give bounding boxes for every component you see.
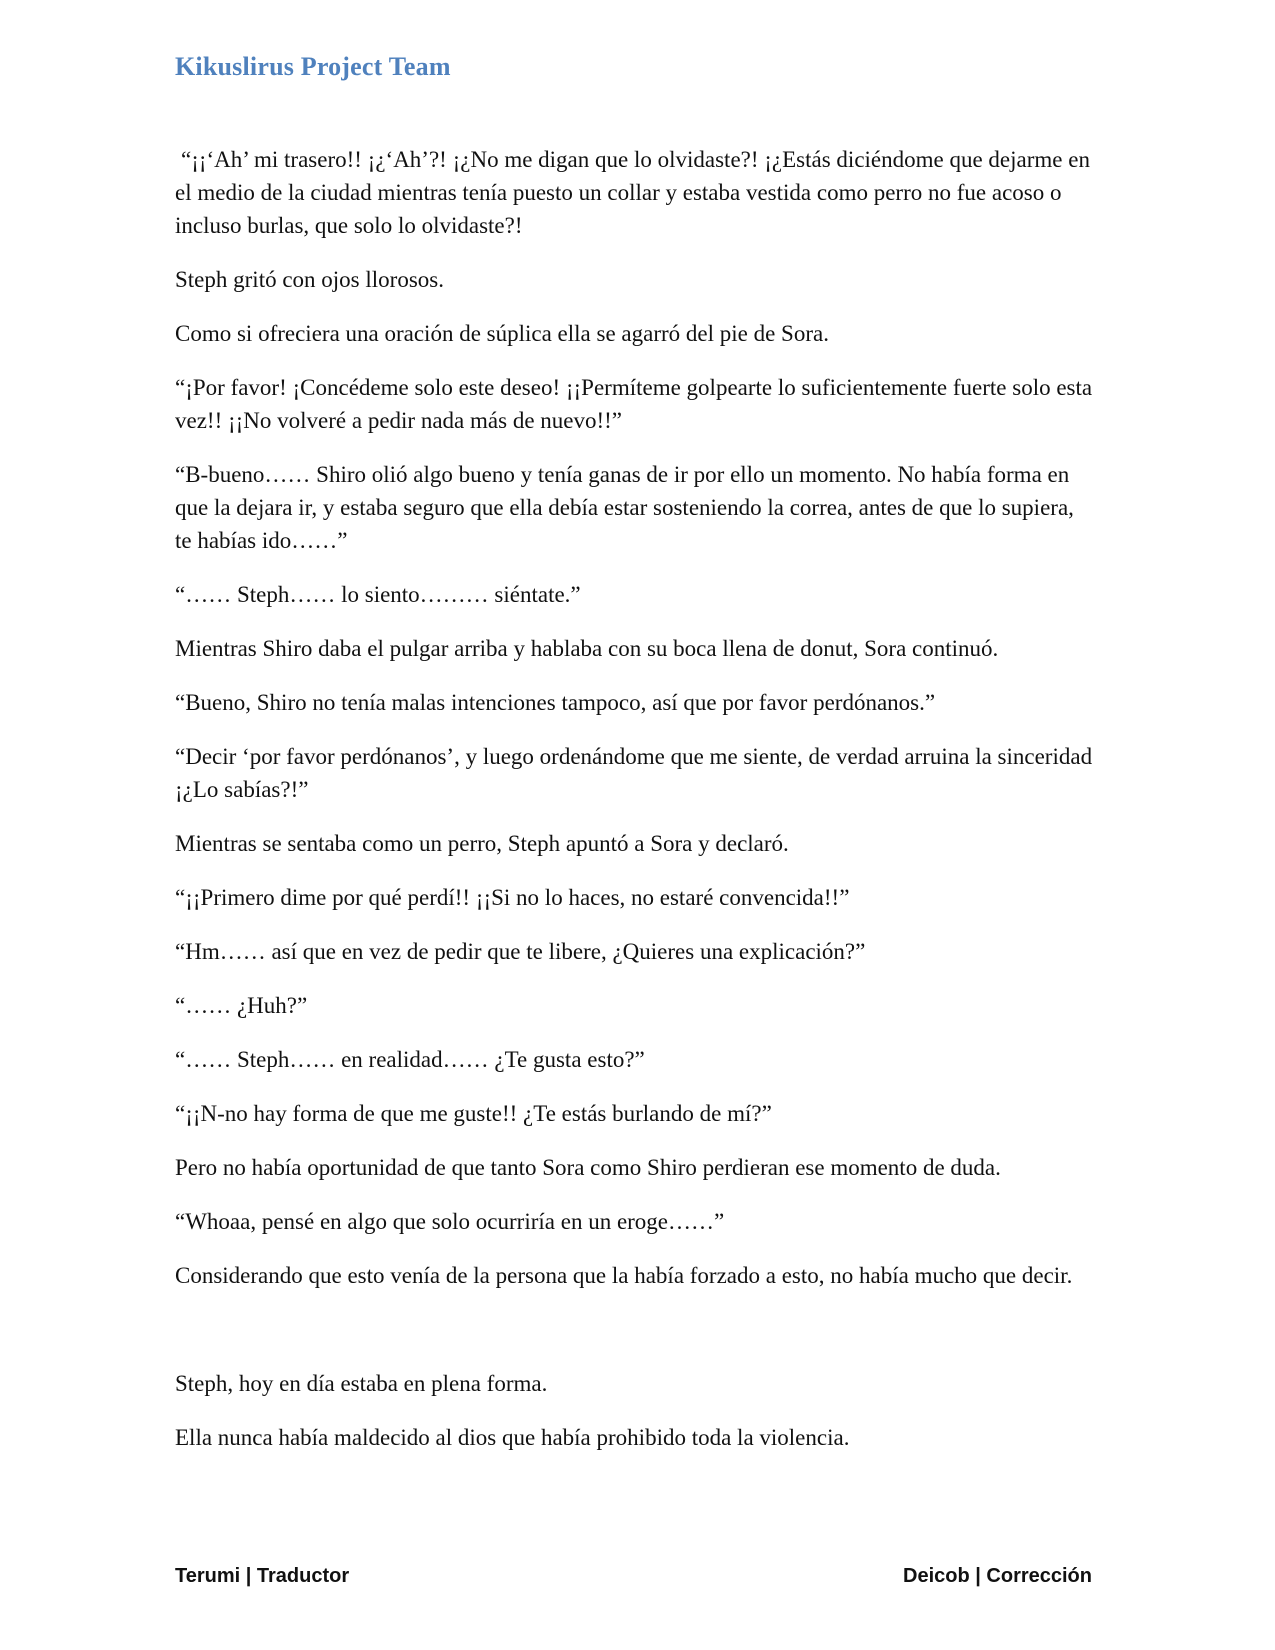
paragraph: “¡¡N-no hay forma de que me guste!! ¿Te estás burlando de mí?”: [175, 1101, 772, 1126]
paragraph: “¡¡Primero dime por qué perdí!! ¡¡Si no lo haces, no estaré convencida!!”: [175, 885, 850, 910]
paragraph: “…… Steph…… en realidad…… ¿Te gusta esto?”: [175, 1047, 645, 1072]
paragraph: “…… ¿Huh?”: [175, 993, 308, 1018]
paragraph: “¡Por favor! ¡Concédeme solo este deseo! ¡¡Permíteme golpearte lo suficientemente fuerte solo esta vez!! ¡¡No volveré a pedir nada más de nuevo!!”: [175, 375, 1093, 433]
paragraph: Steph gritó con ojos llorosos.: [175, 267, 444, 292]
paragraph: Mientras se sentaba como un perro, Steph apuntó a Sora y declaró.: [175, 831, 789, 856]
paragraph: “Whoaa, pensé en algo que solo ocurriría en un eroge……”: [175, 1209, 725, 1234]
paragraph: Mientras Shiro daba el pulgar arriba y hablaba con su boca llena de donut, Sora continuó.: [175, 636, 999, 661]
paragraph: Considerando que esto venía de la persona que la había forzado a esto, no había mucho que decir.: [175, 1263, 1073, 1288]
paragraph: “B-bueno…… Shiro olió algo bueno y tenía ganas de ir por ello un momento. No había forma en que la dejara ir, y estaba seguro que ella debía estar sosteniendo la correa, antes de que lo supiera, te habías ido……”: [175, 462, 1074, 553]
paragraph: Como si ofreciera una oración de súplica ella se agarró del pie de Sora.: [175, 321, 829, 346]
document-body: [175, 143, 1095, 1475]
paragraph: “Hm…… así que en vez de pedir que te libere, ¿Quieres una explicación?”: [175, 939, 866, 964]
footer-proofreader-credit: Deicob | Corrección: [903, 1565, 1092, 1587]
paragraph: “¡¡‘Ah’ mi trasero!! ¡¿‘Ah’?! ¡¿No me digan que lo olvidaste?! ¡¿Estás diciéndome que dejarme en el medio de la ciudad mientras tenía puesto un collar y estaba vestida como perro no fue acoso o incluso burlas, que solo lo olvidaste?!: [175, 147, 1090, 238]
paragraph: “Decir ‘por favor perdónanos’, y luego ordenándome que me siente, de verdad arruina la sinceridad ¡¿Lo sabías?!”: [175, 744, 1093, 802]
footer-translator-credit: Terumi | Traductor: [175, 1565, 350, 1587]
paragraph: “…… Steph…… lo siento……… siéntate.”: [175, 582, 581, 607]
section-break: [175, 1313, 1095, 1367]
paragraph: Steph, hoy en día estaba en plena forma.: [175, 1371, 548, 1396]
paragraph: Ella nunca había maldecido al dios que había prohibido toda la violencia.: [175, 1425, 850, 1450]
paragraph: Pero no había oportunidad de que tanto Sora como Shiro perdieran ese momento de duda.: [175, 1155, 1001, 1180]
paragraph: “Bueno, Shiro no tenía malas intenciones tampoco, así que por favor perdónanos.”: [175, 690, 936, 715]
page-header-title: Kikuslirus Project Team: [175, 52, 451, 81]
